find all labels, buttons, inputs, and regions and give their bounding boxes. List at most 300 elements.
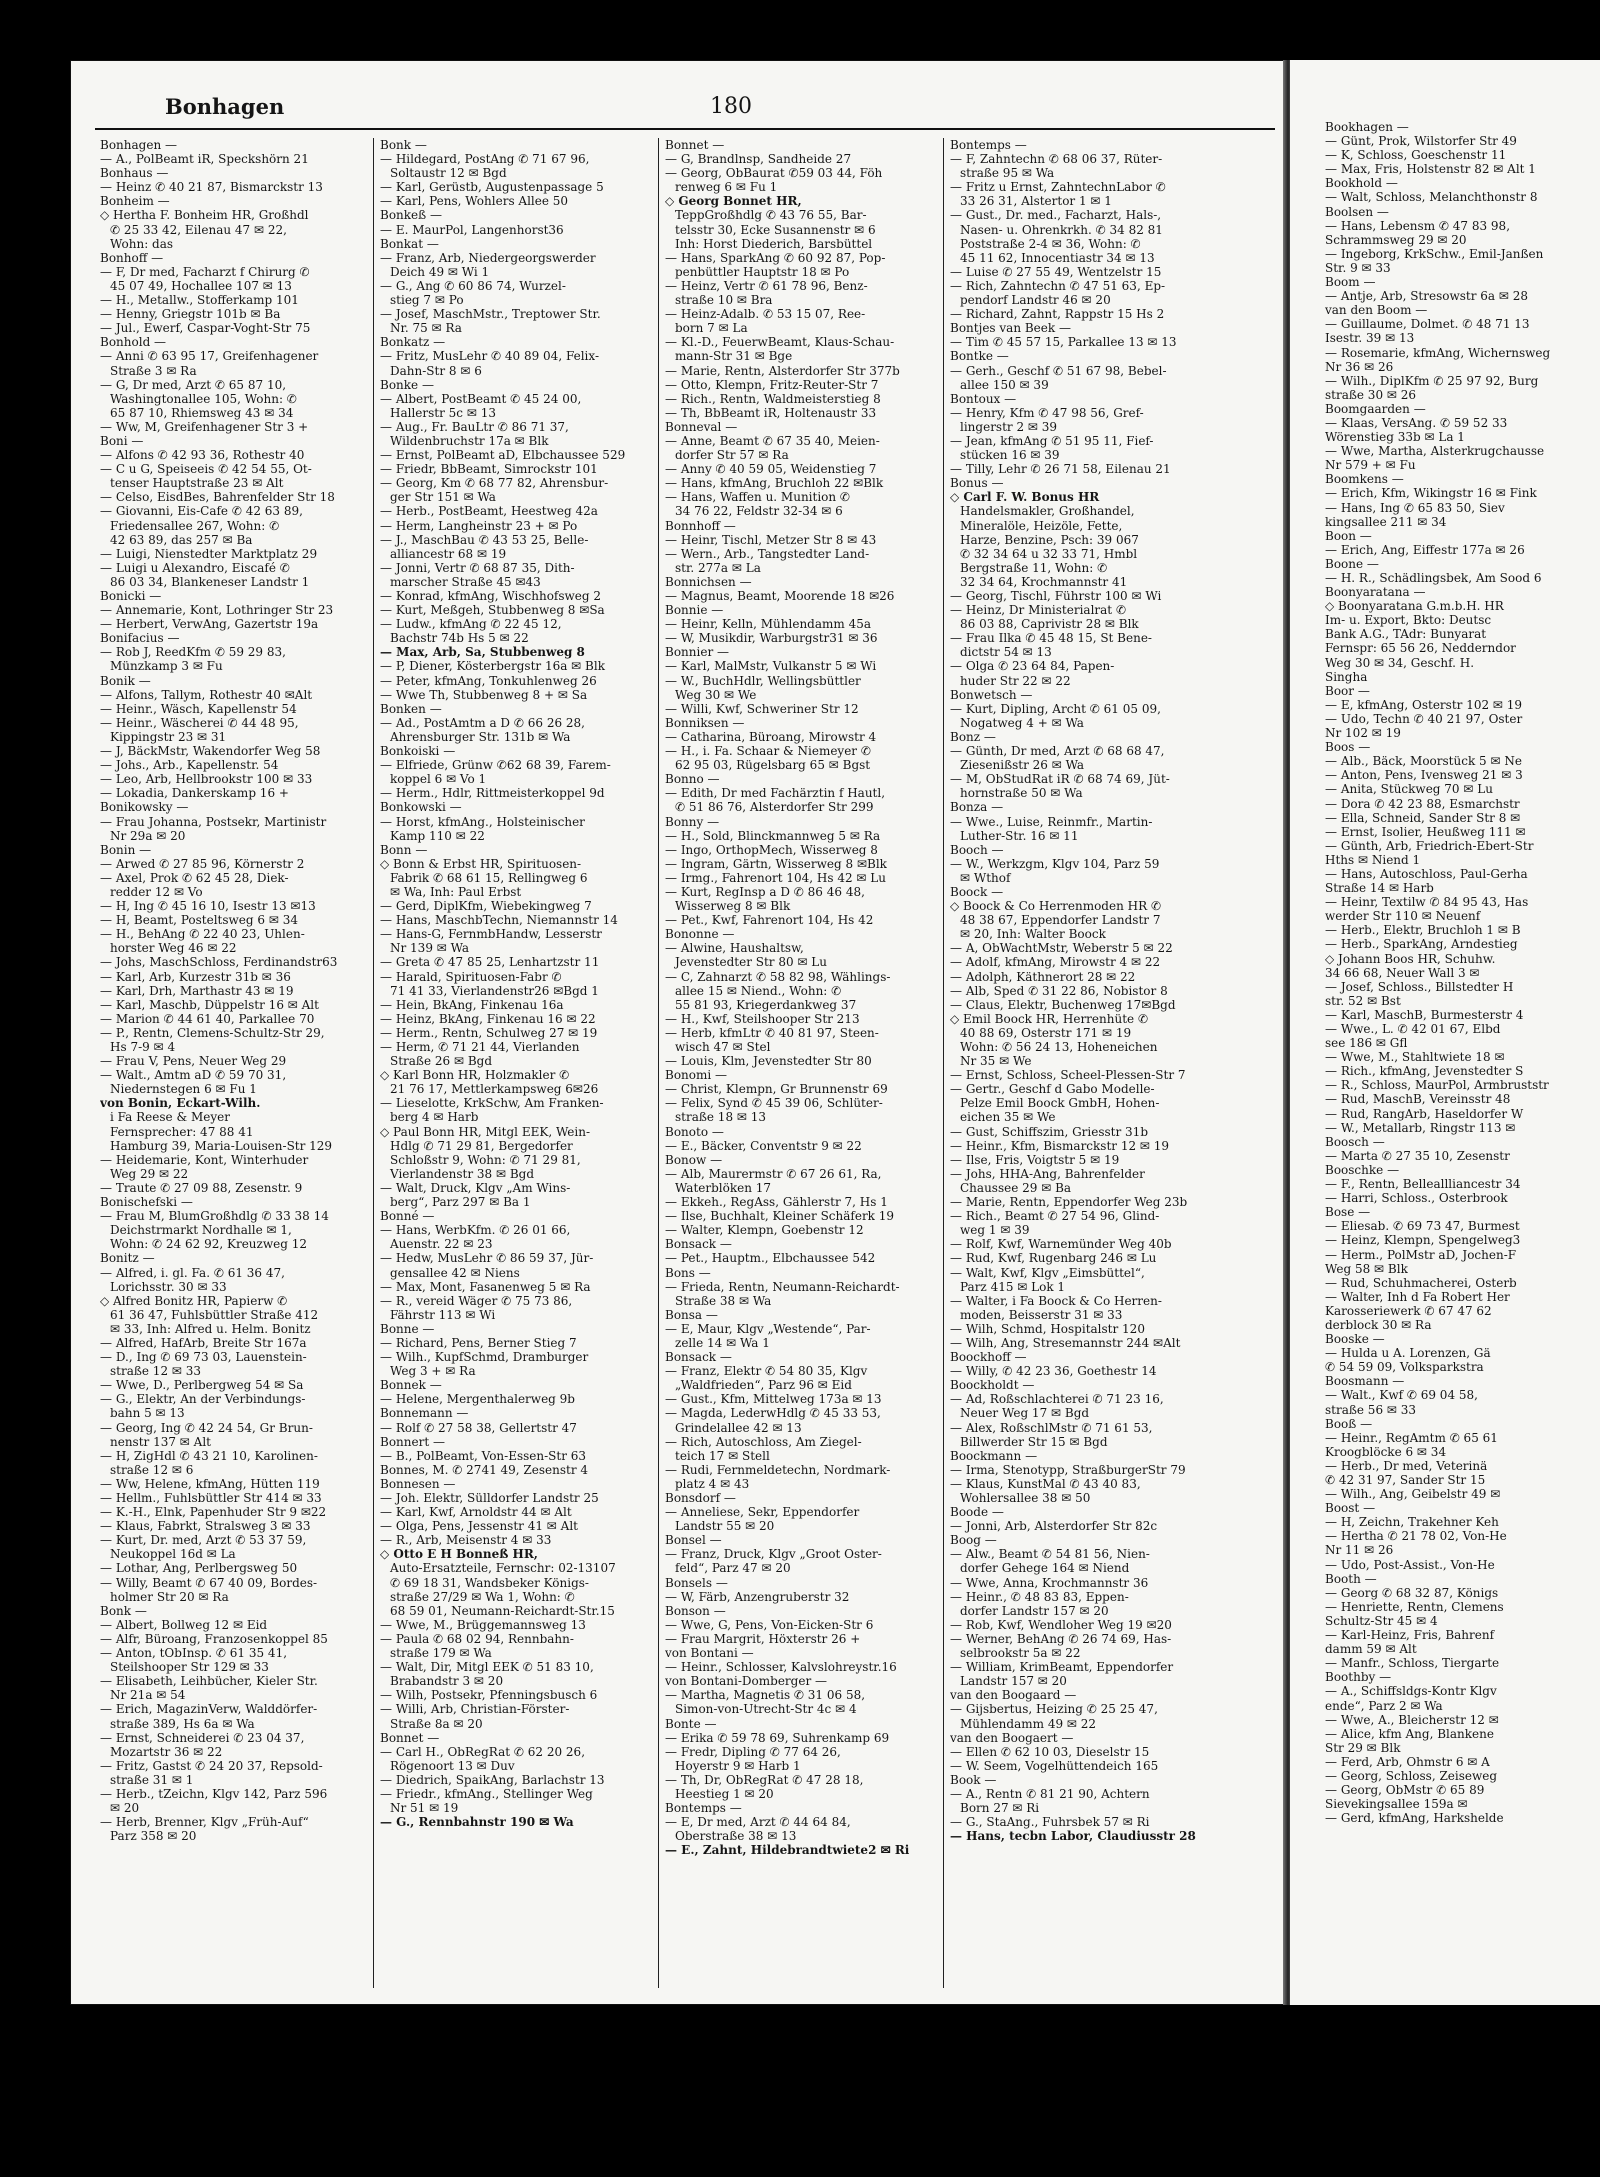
directory-entry: — Heinz, Vertr ✆ 61 78 96, Benz-: [665, 278, 868, 293]
directory-entry: — Ad, Roßschlachterei ✆ 71 23 16,: [950, 1392, 1164, 1407]
directory-entry: — Hans, kfmAng, Bruchloh 22 ✉Blk: [665, 476, 884, 491]
directory-entry: Bonnhoff —: [665, 518, 736, 533]
directory-entry: — Friedr, BbBeamt, Simrockstr 101: [380, 462, 598, 477]
directory-entry: — Alfons ✆ 42 93 36, Rothestr 40: [100, 448, 305, 463]
directory-entry: — Ingram, Gärtn, Wisserweg 8 ✉Blk: [665, 856, 887, 871]
directory-entry: — Manfr., Schloss, Tiergarte: [1325, 1656, 1500, 1671]
directory-entry: — Georg ✆ 68 32 87, Königs: [1325, 1585, 1499, 1600]
directory-entry: Bonza —: [950, 800, 1004, 815]
directory-entry: 33 26 31, Alstertor 1 ✉ 1: [960, 194, 1112, 209]
directory-entry: — F, Zahntechn ✆ 68 06 37, Rüter-: [950, 152, 1163, 167]
directory-entry: ✉ Wthof: [960, 870, 1011, 885]
directory-entry: — Rich, Autoschloss, Am Ziegel-: [665, 1434, 862, 1449]
directory-entry: Bonheim —: [100, 194, 170, 209]
directory-entry: Bachstr 74b Hs 5 ✉ 22: [390, 631, 529, 646]
directory-entry: — Alfred, HafArb, Breite Str 167a: [100, 1335, 307, 1350]
directory-entry: — Heinr, Tischl, Metzer Str 8 ✉ 43: [665, 532, 877, 547]
directory-entry: — Ad., PostAmtm a D ✆ 66 26 28,: [380, 715, 585, 730]
directory-entry: Bonsel —: [665, 1533, 722, 1548]
directory-entry: weg 1 ✉ 39: [960, 1223, 1030, 1238]
directory-entry: — Felix, Synd ✆ 45 39 06, Schlüter-: [665, 1096, 883, 1111]
directory-entry: Bonkat —: [380, 236, 439, 251]
directory-entry: ◇ Otto E H Bonneß HR,: [380, 1547, 538, 1562]
directory-entry: Bonson —: [665, 1603, 726, 1618]
directory-entry: 86 03 88, Caprivistr 28 ✉ Blk: [960, 617, 1139, 632]
directory-entry: — Heinr., Wäscherei ✆ 44 48 95,: [100, 715, 299, 730]
directory-entry: Bononne —: [665, 927, 735, 942]
directory-entry: — H, ZigHdl ✆ 43 21 10, Karolinen-: [100, 1448, 318, 1463]
directory-entry: — Th, Dr, ObRegRat ✆ 47 28 18,: [665, 1772, 864, 1787]
directory-entry: — Johs, MaschSchloss, Ferdinandstr63: [100, 955, 338, 970]
directory-entry: Bonniksen —: [665, 715, 745, 730]
directory-entry: — Rolf ✆ 27 58 38, Gellertstr 47: [380, 1420, 577, 1435]
directory-entry: Boor —: [1325, 683, 1370, 698]
directory-entry: — William, KrimBeamt, Eppendorfer: [950, 1660, 1174, 1675]
directory-entry: — Hedw, MusLehr ✆ 86 59 37, Jür-: [380, 1251, 594, 1266]
directory-entry: — R., vereid Wäger ✆ 75 73 86,: [380, 1293, 573, 1308]
directory-entry: nenstr 137 ✉ Alt: [110, 1434, 212, 1449]
directory-entry: — Fredr, Dipling ✆ 77 64 26,: [665, 1744, 841, 1759]
directory-entry: — Hans-G, FernmbHandw, Lesserstr: [380, 927, 602, 942]
directory-entry: — Ilse, Buchhalt, Kleiner Schäferk 19: [665, 1209, 895, 1224]
directory-entry: Chaussee 29 ✉ Ba: [960, 1180, 1072, 1195]
directory-entry: — Franz, Druck, Klgv „Groot Oster-: [665, 1547, 882, 1562]
directory-entry: Bonk —: [100, 1603, 147, 1618]
directory-entry: ✉ 20: [110, 1801, 140, 1816]
directory-entry: Karosseriewerk ✆ 67 47 62: [1325, 1303, 1492, 1318]
directory-entry: — Max, Mont, Fasanenweg 5 ✉ Ra: [380, 1279, 591, 1294]
directory-entry: TeppGroßhdlg ✆ 43 76 55, Bar-: [675, 208, 867, 223]
directory-entry: — Adolph, Käthnerort 28 ✉ 22: [950, 969, 1136, 984]
directory-entry: Bonneval —: [665, 419, 738, 434]
directory-entry: — Wwe, Anna, Krochmannstr 36: [950, 1575, 1149, 1590]
directory-entry: — Udo, Post-Assist., Von-He: [1325, 1557, 1495, 1572]
directory-entry: — H, Zeichn, Trakehner Keh: [1325, 1515, 1499, 1530]
directory-entry: — Hans, Autoschloss, Paul-Gerha: [1325, 866, 1528, 881]
directory-entry: dorfer Gehege 164 ✉ Niend: [960, 1561, 1130, 1576]
directory-entry: — Horst, kfmAng., Holsteinischer: [380, 814, 585, 829]
directory-entry: — Karl, Kwf, Arnoldstr 44 ✉ Alt: [380, 1505, 572, 1520]
directory-entry: Mineralöle, Heizöle, Fette,: [960, 518, 1123, 533]
directory-entry: — Marion ✆ 44 61 40, Parkallee 70: [100, 1011, 315, 1026]
directory-entry: — Hans, Ing ✆ 65 83 50, Siev: [1325, 500, 1505, 515]
directory-entry: ◇ Boonyaratana G.m.b.H. HR: [1325, 599, 1504, 614]
directory-entry: — Anny ✆ 40 59 05, Weidenstieg 7: [665, 462, 877, 477]
directory-entry: Bonhoff —: [100, 250, 164, 265]
directory-entry: mann-Str 31 ✉ Bge: [675, 349, 793, 364]
directory-entry: allee 150 ✉ 39: [960, 377, 1049, 392]
directory-entry: — Klaas, VersAng. ✆ 59 52 33: [1325, 415, 1508, 430]
directory-entry: — Ella, Schneid, Sander Str 8 ✉: [1325, 810, 1521, 825]
directory-entry: — Frau Johanna, Postsekr, Martinistr: [100, 814, 327, 829]
directory-entry: Jevenstedter Str 80 ✉ Lu: [675, 955, 828, 970]
directory-entry: — Ekkeh., RegAss, Gählerstr 7, Hs 1: [665, 1195, 888, 1210]
directory-entry: — Wwe, G, Pens, Von-Eicken-Str 6: [665, 1617, 874, 1632]
directory-entry: — Luigi, Nienstedter Marktplatz 29: [100, 546, 318, 561]
directory-entry: Born 27 ✉ Ri: [960, 1801, 1040, 1816]
directory-entry: — P, Diener, Kösterbergstr 16a ✉ Blk: [380, 659, 605, 674]
directory-entry: Bank A.G., TAdr: Bunyarat: [1325, 627, 1487, 642]
directory-entry: — Paula ✆ 68 02 94, Rennbahn-: [380, 1631, 574, 1646]
directory-entry: alliancestr 68 ✉ 19: [390, 546, 507, 561]
directory-entry: — Albert, Bollweg 12 ✉ Eid: [100, 1617, 268, 1632]
directory-entry: straße 389, Hs 6a ✉ Wa: [110, 1716, 255, 1731]
directory-entry: — G., Ang ✆ 60 86 74, Wurzel-: [380, 278, 566, 293]
directory-entry: — Wilh., KupfSchmd, Dramburger: [380, 1350, 589, 1365]
directory-entry: Mühlendamm 49 ✉ 22: [960, 1716, 1097, 1731]
directory-entry: — Fritz u Ernst, ZahntechnLabor ✆: [950, 180, 1166, 195]
directory-entry: Dahn-Str 8 ✉ 6: [390, 363, 482, 378]
directory-entry: — Joh. Elektr, Sülldorfer Landstr 25: [380, 1491, 599, 1505]
directory-entry: 55 81 93, Kriegerdankweg 37: [675, 997, 857, 1012]
directory-entry: Bontoux —: [950, 391, 1017, 406]
directory-entry: — Kurt, Dr. med, Arzt ✆ 53 37 59,: [100, 1533, 307, 1548]
directory-entry: holmer Str 20 ✉ Ra: [110, 1589, 229, 1604]
directory-entry: — Josef, MaschMstr., Treptower Str.: [380, 307, 601, 322]
directory-entry: — Karl, Drh, Marthastr 43 ✉ 19: [100, 983, 294, 998]
directory-entry: — Herb., Dr med, Veterinä: [1325, 1458, 1488, 1473]
directory-entry: Hs 7-9 ✉ 4: [110, 1040, 176, 1054]
directory-entry: 62 95 03, Rügelsbarg 65 ✉ Bgst: [675, 758, 871, 773]
directory-entry: — Anne, Beamt ✆ 67 35 40, Meien-: [665, 433, 880, 448]
directory-entry: Straße 8a ✉ 20: [390, 1716, 483, 1731]
directory-entry: str. 52 ✉ Bst: [1325, 993, 1401, 1008]
directory-entry: — Ludw., kfmAng ✆ 22 45 12,: [380, 617, 562, 632]
directory-entry: — Friedr., kfmAng., Stellinger Weg: [380, 1786, 593, 1801]
directory-entry: — J., MaschBau ✆ 43 53 25, Belle-: [380, 532, 589, 547]
directory-entry: straße 179 ✉ Wa: [390, 1646, 492, 1661]
directory-entry: — E., Bäcker, Conventstr 9 ✉ 22: [665, 1138, 862, 1153]
directory-entry: — Alb, Sped ✆ 31 22 86, Nobistor 8: [950, 983, 1168, 998]
directory-entry: ◇ Hertha F. Bonheim HR, Großhdl: [100, 208, 309, 223]
directory-entry: — Herb., PostBeamt, Heestweg 42a: [380, 504, 598, 519]
directory-entry: — A., Rentn ✆ 81 21 90, Achtern: [950, 1786, 1150, 1801]
directory-entry: — Frau Margrit, Höxterstr 26 +: [665, 1631, 861, 1646]
directory-entry: Ahrensburger Str. 131b ✉ Wa: [390, 729, 571, 744]
directory-entry: Bons —: [665, 1265, 711, 1280]
directory-entry: Bonnet —: [665, 138, 725, 152]
directory-entry: Bonin —: [100, 842, 152, 857]
directory-entry: — Wilh, Ang, Stresemannstr 244 ✉Alt: [950, 1335, 1181, 1350]
directory-entry: — Georg, Tischl, Führstr 100 ✉ Wi: [950, 589, 1162, 603]
directory-entry: — Ww, M, Greifenhagener Str 3 +: [100, 419, 309, 434]
directory-entry: — Marie, Rentn, Alsterdorfer Str 377b: [665, 363, 900, 378]
directory-entry: Billwerder Str 15 ✉ Bgd: [960, 1434, 1108, 1449]
directory-entry: — Frieda, Rentn, Neumann-Reichardt-: [665, 1279, 900, 1294]
directory-entry: — Gust, Schiffszim, Griesstr 31b: [950, 1124, 1148, 1139]
directory-entry: Bergstraße 11, Wohn: ✆: [960, 560, 1108, 575]
directory-entry: — G., Elektr, An der Verbindungs-: [100, 1392, 306, 1407]
directory-entry: — A., Schiffsldgs-Kontr Klgv: [1325, 1684, 1497, 1699]
directory-entry: Soltaustr 12 ✉ Bgd: [390, 166, 507, 181]
directory-entry: — Heidemarie, Kont, Winterhuder: [100, 1152, 309, 1167]
directory-entry: — D., Ing ✆ 69 73 03, Lauenstein-: [100, 1350, 307, 1365]
directory-entry: Bonnet —: [380, 1730, 440, 1745]
directory-entry: — Lieselotte, KrkSchw, Am Franken-: [380, 1096, 604, 1111]
directory-entry: — Claus, Elektr, Buchenweg 17✉Bgd: [950, 997, 1176, 1012]
directory-entry: Bonnemann —: [380, 1406, 469, 1421]
directory-entry: — Ernst, PolBeamt aD, Elbchaussee 529: [380, 448, 626, 463]
directory-entry: feld“, Parz 47 ✉ 20: [675, 1561, 791, 1576]
directory-entry: — Rich., Beamt ✆ 27 54 96, Glind-: [950, 1209, 1160, 1224]
directory-entry: teich 17 ✉ Stell: [675, 1448, 770, 1463]
directory-entry: platz 4 ✉ 43: [675, 1476, 750, 1491]
page-header: [95, 94, 1275, 130]
directory-entry: — Rud, Kwf, Rugenbarg 246 ✉ Lu: [950, 1251, 1157, 1266]
directory-entry: Straße 38 ✉ Wa: [675, 1293, 772, 1308]
directory-entry: — Klaus, Fabrkt, Stralsweg 3 ✉ 33: [100, 1519, 311, 1534]
directory-entry: Kroogblöcke 6 ✉ 34: [1325, 1444, 1447, 1459]
directory-entry: berg“, Parz 297 ✉ Ba 1: [390, 1195, 531, 1210]
directory-entry: Bonhold —: [100, 335, 167, 350]
directory-entry: — Ernst, Schneiderei ✆ 23 04 37,: [100, 1730, 305, 1745]
directory-entry: derblock 30 ✉ Ra: [1325, 1317, 1432, 1332]
directory-entry: Straße 26 ✉ Bgd: [390, 1054, 492, 1069]
directory-entry: ger Str 151 ✉ Wa: [390, 490, 496, 505]
directory-entry: Bonhaus —: [100, 166, 169, 181]
directory-entry: — Erich, Kfm, Wikingstr 16 ✉ Fink: [1325, 486, 1537, 501]
directory-entry: — Karl, Arb, Kurzestr 31b ✉ 36: [100, 969, 291, 984]
directory-entry: Nr 21a ✉ 54: [110, 1688, 186, 1703]
directory-entry: — Luigi u Alexandro, Eiscafé ✆: [100, 560, 290, 575]
directory-entry: — Catharina, Büroang, Mirowstr 4: [665, 729, 877, 744]
directory-entry: Deich 49 ✉ Wi 1: [390, 264, 490, 279]
directory-entry: — Max, Fris, Holstenstr 82 ✉ Alt 1: [1325, 162, 1536, 177]
directory-entry: Bonkatz —: [380, 335, 446, 350]
directory-entry: penbüttler Hauptstr 18 ✉ Po: [675, 264, 850, 279]
directory-entry: — B., PolBeamt, Von-Essen-Str 63: [380, 1448, 587, 1463]
directory-entry: — Wilh., Ang, Geibelstr 49 ✉: [1325, 1487, 1501, 1502]
directory-entry: — Georg, Km ✆ 68 77 82, Ahrensbur-: [380, 476, 609, 491]
directory-entry: — Antje, Arb, Stresowstr 6a ✉ 28: [1325, 289, 1529, 304]
directory-entry: Boni —: [100, 433, 144, 448]
directory-entry: see 186 ✉ Gfl: [1325, 1036, 1408, 1051]
directory-entry: Isestr. 39 ✉ 13: [1325, 331, 1415, 346]
directory-entry: van den Boom —: [1325, 303, 1428, 318]
directory-entry: 40 88 69, Osterstr 171 ✉ 19: [960, 1025, 1132, 1040]
directory-entry: — Jonni, Vertr ✆ 68 87 35, Dith-: [380, 560, 575, 575]
directory-entry: Bonnie —: [665, 603, 724, 618]
directory-entry: — W., Metallarb, Ringstr 113 ✉: [1325, 1120, 1516, 1135]
directory-entry: — Wwe Th, Stubbenweg 8 + ✉ Sa: [380, 687, 588, 702]
directory-entry: 42 63 89, das 257 ✉ Ba: [110, 532, 253, 547]
directory-entry: — Leo, Arb, Hellbrookstr 100 ✉ 33: [100, 772, 313, 787]
directory-entry: Boon —: [1325, 528, 1372, 543]
directory-entry: Bonno —: [665, 772, 720, 787]
directory-entry: — Magda, LederwHdlg ✆ 45 33 53,: [665, 1406, 881, 1421]
directory-entry: ◇ Paul Bonn HR, Mitgl EEK, Wein-: [380, 1124, 591, 1139]
directory-entry: — F., Rentn, Belleallliancestr 34: [1325, 1177, 1521, 1192]
directory-entry: — Rosemarie, kfmAng, Wichernsweg: [1325, 345, 1551, 360]
directory-entry: Bonken —: [380, 701, 442, 716]
directory-entry: Booschke —: [1325, 1162, 1400, 1177]
directory-entry: Brabandstr 3 ✉ 20: [390, 1674, 504, 1689]
directory-entry: ✉ 33, Inh: Alfred u. Helm. Bonitz: [110, 1321, 311, 1336]
directory-entry: — Kl.-D., FeuerwBeamt, Klaus-Schau-: [665, 335, 895, 350]
directory-entry: — Walt, Kwf, Klgv „Eimsbüttel“,: [950, 1265, 1145, 1280]
directory-entry: — Max, Arb, Sa, Stubbenweg 8: [380, 645, 585, 660]
directory-entry: Bookhagen —: [1325, 120, 1409, 134]
directory-entry: Weg 3 + ✉ Ra: [390, 1364, 476, 1379]
directory-entry: lingerstr 2 ✉ 39: [960, 419, 1058, 434]
directory-entry: Wohn: ✆ 56 24 13, Hoheneichen: [960, 1040, 1158, 1054]
directory-entry: „Waldfrieden“, Parz 96 ✉ Eid: [675, 1378, 852, 1393]
directory-entry: Neukoppel 16d ✉ La: [110, 1547, 236, 1562]
directory-entry: — Herm, Langheinstr 23 + ✉ Po: [380, 518, 578, 533]
directory-entry: Booth —: [1325, 1571, 1377, 1586]
directory-entry: — Heinr, Kelln, Mühlendamm 45a: [665, 617, 872, 632]
directory-entry: renweg 6 ✉ Fu 1: [675, 180, 778, 195]
directory-entry: Bonoto —: [665, 1124, 724, 1139]
directory-entry: Handelsmakler, Großhandel,: [960, 504, 1135, 519]
directory-entry: Nr. 75 ✉ Ra: [390, 321, 462, 336]
directory-entry: Hamburg 39, Maria-Louisen-Str 129: [110, 1138, 333, 1153]
directory-entry: Washingtonallee 105, Wohn: ✆: [110, 391, 297, 406]
directory-entry: — Rolf, Kwf, Warnemünder Weg 40b: [950, 1237, 1172, 1252]
directory-entry: Boockhoff —: [950, 1350, 1027, 1365]
directory-entry: — Elisabeth, Leihbücher, Kieler Str.: [100, 1674, 318, 1689]
directory-entry: — Ferd, Arb, Ohmstr 6 ✉ A: [1325, 1754, 1490, 1769]
directory-entry: Hdlg ✆ 71 29 81, Bergedorfer: [390, 1138, 573, 1153]
directory-entry: — Lokadia, Dankerskamp 16 +: [100, 786, 289, 801]
directory-entry: i Fa Reese & Meyer: [110, 1110, 230, 1125]
directory-entry: 71 41 33, Vierlandenstr26 ✉Bgd 1: [390, 983, 599, 998]
directory-entry: Bonitz —: [100, 1251, 155, 1266]
directory-entry: van den Boogaert —: [950, 1730, 1074, 1745]
directory-entry: — Ingeborg, KrkSchw., Emil-Janßen: [1325, 246, 1544, 261]
directory-entry: werder Str 110 ✉ Neuenf: [1325, 909, 1481, 924]
directory-entry: — Kurt, Meßgeh, Stubbenweg 8 ✉Sa: [380, 603, 605, 618]
directory-entry: — Anneliese, Sekr, Eppendorfer: [665, 1505, 860, 1520]
directory-entry: — Walter, Inh d Fa Robert Her: [1325, 1289, 1510, 1304]
directory-entry: straße 30 ✉ 26: [1325, 387, 1417, 402]
directory-column-2: [380, 138, 650, 1988]
directory-entry: — Ernst, Schloss, Scheel-Plessen-Str 7: [950, 1068, 1186, 1083]
directory-entry: Bonkowski —: [380, 800, 462, 815]
directory-entry: ◇ Johann Boos HR, Schuhw.: [1325, 951, 1496, 966]
directory-entry: Friedensallee 267, Wohn: ✆: [110, 518, 280, 533]
directory-entry: — Tilly, Lehr ✆ 26 71 58, Eilenau 21: [950, 462, 1171, 477]
directory-entry: — Gijsbertus, Heizing ✆ 25 25 47,: [950, 1702, 1158, 1717]
directory-entry: Booske —: [1325, 1332, 1385, 1347]
directory-entry: Vierlandenstr 38 ✉ Bgd: [390, 1166, 535, 1181]
directory-entry: Str. 9 ✉ 33: [1325, 260, 1391, 275]
directory-entry: — Eliesab. ✆ 69 73 47, Burmest: [1325, 1219, 1520, 1234]
directory-entry: — C, Zahnarzt ✆ 58 82 98, Wählings-: [665, 969, 891, 984]
directory-entry: — Heinz, Klempn, Spengelweg3: [1325, 1233, 1521, 1248]
directory-entry: ✉ Wa, Inh: Paul Erbst: [390, 884, 522, 899]
directory-entry: — Arwed ✆ 27 85 96, Körnerstr 2: [100, 856, 305, 871]
directory-entry: — Pet., Hauptm., Elbchaussee 542: [665, 1251, 876, 1266]
directory-entry: — Georg, Ing ✆ 42 24 54, Gr Brun-: [100, 1420, 313, 1435]
directory-entry: — Rich., kfmAng, Jevenstedter S: [1325, 1064, 1524, 1079]
directory-column-4: [950, 138, 1220, 1988]
directory-entry: — Jul., Ewerf, Caspar-Voght-Str 75: [100, 321, 311, 336]
directory-entry: Boomgaarden —: [1325, 401, 1426, 416]
directory-entry: — Annemarie, Kont, Lothringer Str 23: [100, 603, 334, 618]
directory-entry: — Rud, Schuhmacherei, Osterb: [1325, 1275, 1517, 1290]
directory-entry: — Traute ✆ 27 09 88, Zesenstr. 9: [100, 1180, 303, 1195]
directory-entry: Boosmann —: [1325, 1374, 1405, 1389]
directory-entry: — Frau V, Pens, Neuer Weg 29: [100, 1054, 287, 1069]
directory-entry: berg 4 ✉ Harb: [390, 1110, 479, 1125]
directory-entry: Kippingstr 23 ✉ 31: [110, 729, 227, 744]
directory-entry: — Ingo, OrthopMech, Wisserweg 8: [665, 842, 878, 857]
directory-entry: Pelze Emil Boock GmbH, Hohen-: [960, 1096, 1160, 1111]
directory-entry: Nr 579 + ✉ Fu: [1325, 458, 1416, 473]
directory-entry: Boode —: [950, 1505, 1004, 1520]
directory-column-1: [100, 138, 370, 1988]
directory-entry: Fährstr 113 ✉ Wi: [390, 1307, 496, 1322]
directory-entry: — Herm., PolMstr aD, Jochen-F: [1325, 1247, 1517, 1262]
directory-entry: — Walt, Schloss, Melanchthonstr 8: [1325, 190, 1538, 205]
directory-entry: Bonte —: [665, 1716, 717, 1731]
column-rule: [658, 138, 659, 1988]
directory-entry: Bonhagen —: [100, 138, 177, 152]
directory-entry: — Kurt, RegInsp a D ✆ 86 46 48,: [665, 884, 865, 899]
directory-entry: ✉ 20, Inh: Walter Boock: [960, 927, 1106, 942]
directory-entry: Book —: [950, 1772, 997, 1787]
directory-entry: — W., BuchHdlr, Wellingsbüttler: [665, 673, 861, 688]
directory-entry: Steilshooper Str 129 ✉ 33: [110, 1660, 269, 1675]
directory-entry: Bonnes, M. ✆ 2741 49, Zesenstr 4: [380, 1462, 589, 1477]
directory-entry: — Anton, Pens, Ivensweg 21 ✉ 3: [1325, 768, 1523, 783]
directory-entry: — Günth, Arb, Friedrich-Ebert-Str: [1325, 838, 1534, 853]
directory-entry: — Harald, Spirituosen-Fabr ✆: [380, 969, 562, 984]
directory-entry: Bonicki —: [100, 589, 162, 603]
directory-entry: — Johs., Arb., Kapellenstr. 54: [100, 758, 279, 773]
directory-entry: 34 76 22, Feldstr 32-34 ✉ 6: [675, 504, 843, 519]
directory-entry: ◇ Carl F. W. Bonus HR: [950, 490, 1100, 505]
directory-entry: — Richard, Zahnt, Rappstr 15 Hs 2: [950, 307, 1165, 322]
directory-entry: — Gerh., Geschf ✆ 51 67 98, Bebel-: [950, 363, 1167, 378]
directory-entry: Nr 102 ✉ 19: [1325, 726, 1401, 741]
directory-entry: — Herbert, VerwAng, Gazertstr 19a: [100, 617, 319, 632]
directory-entry: Bonomi —: [665, 1068, 728, 1083]
directory-entry: — Karl, MalMstr, Vulkanstr 5 ✉ Wi: [665, 659, 877, 674]
directory-entry: — Rich, Zahntechn ✆ 47 51 63, Ep-: [950, 278, 1166, 293]
directory-entry: Inh: Horst Diederich, Barsbüttel: [675, 236, 873, 251]
directory-entry: — Luise ✆ 27 55 49, Wentzelstr 15: [950, 264, 1162, 279]
directory-entry: Poststraße 2-4 ✉ 36, Wohn: ✆: [960, 236, 1141, 251]
directory-entry: Fabrik ✆ 68 61 15, Rellingweg 6: [390, 870, 588, 885]
directory-entry: — Hellm., Fuhlsbüttler Str 414 ✉ 33: [100, 1491, 322, 1505]
directory-entry: ✆ 51 86 76, Alsterdorfer Str 299: [675, 800, 874, 815]
directory-entry: van den Boogaard —: [950, 1688, 1077, 1703]
directory-entry: — Wwe, Martha, Alsterkrugchausse: [1325, 444, 1545, 459]
directory-entry: — Alb, Maurermstr ✆ 67 26 61, Ra,: [665, 1166, 882, 1181]
directory-entry: selbrookstr 5a ✉ 22: [960, 1646, 1081, 1661]
directory-entry: Niedernstegen 6 ✉ Fu 1: [110, 1082, 257, 1097]
page-number: 180: [710, 94, 752, 119]
directory-entry: — Alfred, i. gl. Fa. ✆ 61 36 47,: [100, 1265, 285, 1280]
directory-entry: straße 31 ✉ 1: [110, 1772, 194, 1787]
directory-entry: Bonk —: [380, 138, 427, 152]
directory-entry: — Greta ✆ 47 85 25, Lenhartzstr 11: [380, 955, 600, 970]
directory-entry: — Walt., Amtm aD ✆ 59 70 31,: [100, 1068, 287, 1083]
directory-entry: Boonyaratana —: [1325, 585, 1426, 600]
directory-entry: zelle 14 ✉ Wa 1: [675, 1335, 770, 1350]
directory-entry: Luther-Str. 16 ✉ 11: [960, 828, 1079, 843]
directory-entry: ◇ Karl Bonn HR, Holzmakler ✆: [380, 1068, 570, 1083]
directory-entry: ◇ Emil Boock HR, Herrenhüte ✆: [950, 1011, 1148, 1026]
directory-entry: Nogatweg 4 + ✉ Wa: [960, 715, 1084, 730]
directory-entry: — Rud, RangArb, Haseldorfer W: [1325, 1106, 1524, 1121]
directory-entry: Weg 58 ✉ Blk: [1325, 1261, 1408, 1276]
directory-entry: kingsallee 211 ✉ 34: [1325, 514, 1447, 529]
directory-entry: — Herb, kfmLtr ✆ 40 81 97, Steen-: [665, 1025, 879, 1040]
directory-entry: Bonsack —: [665, 1237, 732, 1252]
